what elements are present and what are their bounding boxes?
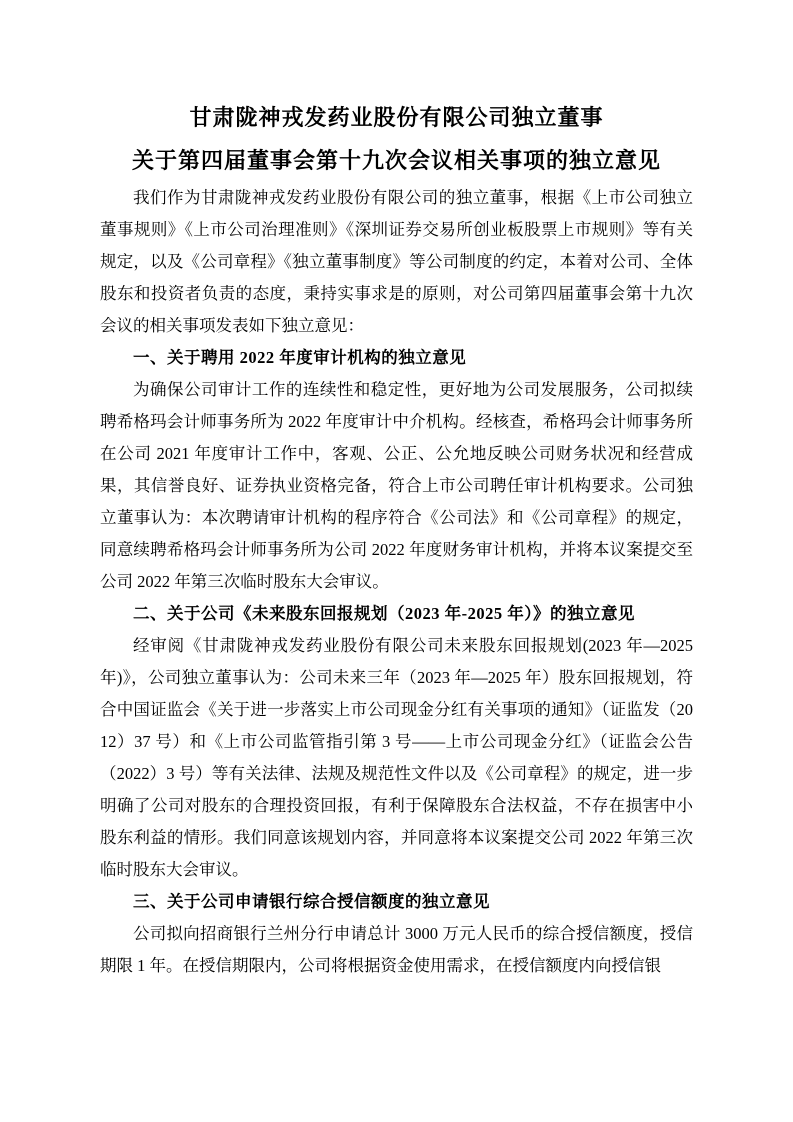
section-3-paragraph: 公司拟向招商银行兰州分行申请总计 3000 万元人民币的综合授信额度，授信期限 1 年。在授信期限内，公司将根据资金使用需求，在授信额度内向授信银 bbox=[100, 924, 693, 975]
document-title-line-2: 关于第四届董事会第十九次会议相关事项的独立意见 bbox=[131, 148, 661, 173]
section-3-heading: 三、关于公司申请银行综合授信额度的独立意见 bbox=[133, 892, 490, 911]
section-2-paragraph: 经审阅《甘肃陇神戎发药业股份有限公司未来股东回报规划(2023 年—2025 年)》，公司独立董事认为：公司未来三年（2023 年—2025 年）股东回报规划，符合中国证监会《关于进一步落实上市公司现金分红有关事项的通知》（证监发（2012）37 号）和《上市公司监管指引第 3 号——上市公司现金分红》（证监会公告（2022）3 号）等有关法律、法规及规范性文件以及《公司章程》的规定，进一步明确了公司对股东的合理投资回报，有利于保障股东合法权益，不存在损害中小股东利益的情形。我们同意该规划内容，并同意将本议案提交公司 2022 年第三次临时股东大会审议。 bbox=[100, 636, 693, 879]
section-2-heading: 二、关于公司《未来股东回报规划（2023 年-2025 年）》的独立意见 bbox=[133, 604, 635, 623]
document-title bbox=[100, 96, 693, 182]
intro-paragraph: 我们作为甘肃陇神戎发药业股份有限公司的独立董事，根据《上市公司独立董事规则》《上市公司治理准则》《深圳证券交易所创业板股票上市规则》等有关规定，以及《公司章程》《独立董事制度》等公司制度的约定，本着对公司、全体股东和投资者负责的态度，秉持实事求是的原则，对公司第四届董事会第十九次会议的相关事项发表如下独立意见： bbox=[100, 188, 693, 335]
document-title-line-1: 甘肃陇神戎发药业股份有限公司独立董事 bbox=[189, 105, 604, 130]
section-1-paragraph: 为确保公司审计工作的连续性和稳定性，更好地为公司发展服务，公司拟续聘希格玛会计师事务所为 2022 年度审计中介机构。经核查，希格玛会计师事务所在公司 2021 年度审计工作中，客观、公正、公允地反映公司财务状况和经营成果，其信誉良好、证券执业资格完备，符合上市公司聘任审计机构要求。公司独立董事认为：本次聘请审计机构的程序符合《公司法》和《公司章程》的规定，同意续聘希格玛会计师事务所为公司 2022 年度财务审计机构，并将本议案提交至公司 2022 年第三次临时股东大会审议。 bbox=[100, 380, 693, 591]
section-1-heading: 一、关于聘用 2022 年度审计机构的独立意见 bbox=[133, 348, 467, 367]
